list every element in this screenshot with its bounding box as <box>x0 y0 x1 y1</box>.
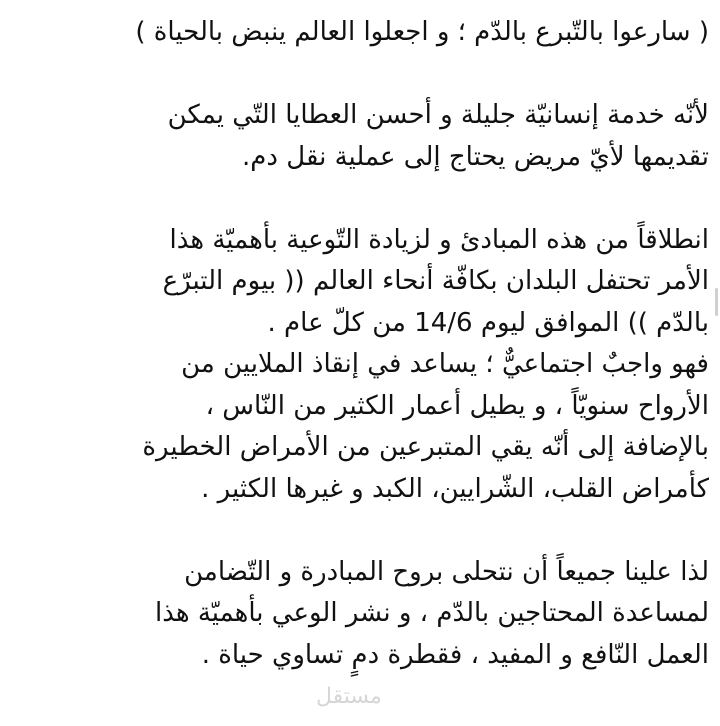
text-line: تقديمها لأيّ مريض يحتاج إلى عملية نقل دم. <box>242 141 709 172</box>
text-line: بالإضافة إلى أنّه يقي المتبرعين من الأمراض الخطيرة <box>142 432 709 462</box>
title-line: ( سارعوا بالتّبرع بالدّم ؛ و اجعلوا العالم ينبض بالحياة ) <box>135 17 709 47</box>
document-text <box>19 12 709 676</box>
text-line: لمساعدة المحتاجين بالدّم ، و نشر الوعي بأهميّة هذا <box>155 598 709 628</box>
paragraph-gap <box>19 510 709 552</box>
text-line: انطلاقاً من هذه المبادئ و لزيادة التّوعية بأهميّة هذا <box>169 224 709 255</box>
text-line: لأنّه خدمة إنسانيّة جليلة و أحسن العطايا التّي يمكن <box>167 100 709 130</box>
paragraph-gap <box>19 178 709 220</box>
watermark-logo: مستقل <box>316 684 382 709</box>
text-line: بالدّم )) الموافق ليوم 14/6 من كلّ عام . <box>267 307 709 338</box>
scrollbar-thumb[interactable] <box>715 288 718 316</box>
text-line: الأمر تحتفل البلدان بكافّة أنحاء العالم (( بيوم التبرّع <box>162 266 709 296</box>
text-line: كأمراض القلب، الشّرايين، الكبد و غيرها الكثير . <box>201 473 709 504</box>
text-line: الأرواح سنويّاً ، و يطيل أعمار الكثير من النّاس ، <box>205 390 709 421</box>
paragraph-gap <box>19 54 709 96</box>
text-line: العمل النّافع و المفيد ، فقطرة دمٍ تساوي حياة . <box>201 639 709 670</box>
text-line: فهو واجبٌ اجتماعيٌّ ؛ يساعد في إنقاذ الملايين من <box>181 349 709 379</box>
text-line: لذا علينا جميعاً أن نتحلى بروح المبادرة و التّضامن <box>184 556 709 587</box>
